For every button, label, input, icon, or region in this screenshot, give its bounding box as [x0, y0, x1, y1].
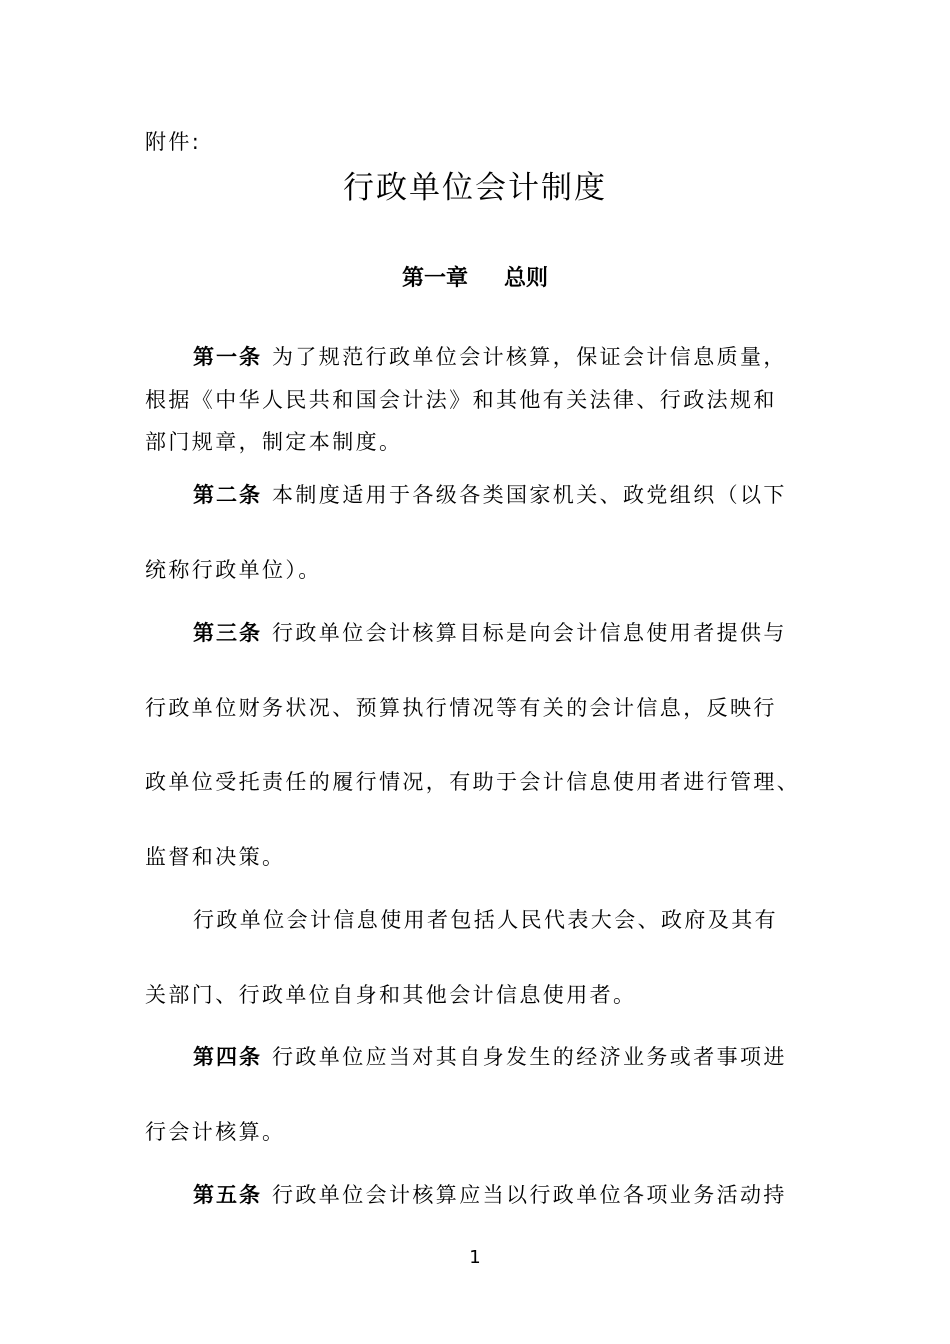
- paragraph-line-1: 行政单位会计信息使用者包括人民代表大会、政府及其有: [193, 908, 778, 932]
- article-1-line-2: 根据《中华人民共和国会计法》和其他有关法律、行政法规和: [145, 388, 777, 412]
- article-text: 行政单位会计核算目标是向会计信息使用者提供与: [272, 621, 787, 645]
- article-1-line-1: [193, 343, 787, 371]
- article-2-line-1: [193, 481, 787, 509]
- article-1-line-3: 部门规章，制定本制度。: [145, 430, 403, 454]
- chapter-number: 第一章: [401, 266, 468, 291]
- article-3-line-1: [193, 619, 787, 647]
- article-5-line-1: [193, 1181, 787, 1209]
- article-text: 行政单位会计核算应当以行政单位各项业务活动持: [272, 1183, 787, 1207]
- article-label: 第一条: [193, 345, 262, 369]
- article-text: 行政单位应当对其自身发生的经济业务或者事项进: [272, 1045, 787, 1069]
- article-4-line-2: 行会计核算。: [145, 1120, 286, 1144]
- article-3-line-3: 政单位受托责任的履行情况，有助于会计信息使用者进行管理、: [145, 770, 801, 794]
- page-number: 1: [469, 1247, 481, 1268]
- article-label: 第二条: [193, 483, 262, 507]
- document-title: 行政单位会计制度: [343, 170, 607, 206]
- article-label: 第五条: [193, 1183, 262, 1207]
- paragraph-line-2: 关部门、行政单位自身和其他会计信息使用者。: [145, 983, 637, 1007]
- article-label: 第四条: [193, 1045, 262, 1069]
- article-3-line-4: 监督和决策。: [145, 845, 286, 869]
- article-text: 本制度适用于各级各类国家机关、政党组织（以下: [272, 483, 787, 507]
- article-label: 第三条: [193, 621, 262, 645]
- attachment-label: 附件:: [145, 130, 202, 154]
- article-2-line-2: 统称行政单位）。: [145, 558, 322, 582]
- chapter-name: 总则: [504, 266, 549, 291]
- article-4-line-1: [193, 1043, 787, 1071]
- chapter-heading: [0, 264, 950, 294]
- article-3-line-2: 行政单位财务状况、预算执行情况等有关的会计信息，反映行: [145, 696, 777, 720]
- article-text: 为了规范行政单位会计核算，保证会计信息质量，: [272, 345, 787, 369]
